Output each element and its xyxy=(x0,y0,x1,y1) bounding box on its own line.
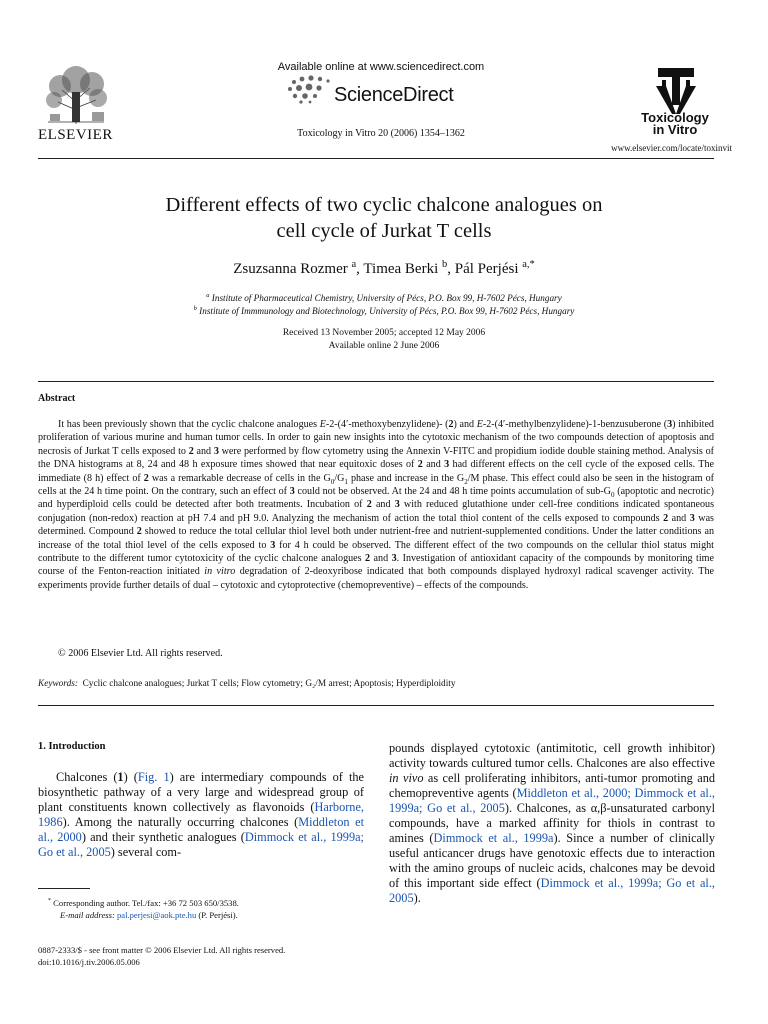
abstract-heading: Abstract xyxy=(38,393,76,404)
author-affiliation-mark[interactable]: a,* xyxy=(522,259,535,270)
front-matter xyxy=(38,944,364,968)
author-name: Timea Berki xyxy=(363,261,439,277)
affiliation-b xyxy=(60,306,708,316)
footnote-divider xyxy=(38,888,90,889)
citation-link[interactable]: Dimmock et al., 1999a xyxy=(433,831,554,845)
citation-link[interactable]: Harborne, 1986 xyxy=(38,800,364,829)
publisher-name: ELSEVIER xyxy=(38,127,113,143)
author-name: Pál Perjési xyxy=(454,261,519,277)
header-divider xyxy=(38,158,714,159)
citation-link[interactable]: Dimmock et al., 1999a; Go et al., 2005 xyxy=(38,830,364,859)
toxicology-in-vitro-logo-icon xyxy=(654,66,698,116)
journal-url-link[interactable]: www.elsevier.com/locate/toxinvit xyxy=(611,143,732,153)
front-matter-line: 0887-2333/$ - see front matter © 2006 Elsevier Ltd. All rights reserved. xyxy=(38,945,286,955)
affiliation-mark: b xyxy=(193,304,197,312)
citation-link[interactable]: Middleton et al., 2000 xyxy=(38,815,365,844)
section-heading-introduction: 1. Introduction xyxy=(38,741,106,752)
intro-text-right-column: pounds displayed cytotoxic (antimitotic, cell growth inhibitor) activity towards cultured tumor cells. Chalcones are also effective in vivo as cell proliferating inhibitors, anti-tumor promoting and chemopreventive agents (Middleton et al., 2000; Dimmock et al., 1999a; Go et al., 2005). Chalcones, as α,β-unsaturated carbonyl compounds, have a marked affinity for thiols in contrast to amines (Dimmock et al., 1999a). Since a number of clinically useful anticancer drugs have genotoxic effects due to interaction with the amino groups of nucleic acids, chalcones may be devoid of this important side effect (Dimmock et al., 1999a; Go et al., 2005). xyxy=(389,741,715,905)
title-line-2: cell cycle of Jurkat T cells xyxy=(276,220,492,242)
affiliation-mark: a xyxy=(206,291,210,299)
footnote-mark: * xyxy=(48,898,52,905)
affiliation-text: Institute of Immmunology and Biotechnology, University of Pécs, P.O. Box 99, H-7602 Pécs, Hungary xyxy=(199,306,575,316)
elsevier-tree-logo xyxy=(38,62,114,126)
title-line-1: Different effects of two cyclic chalcone analogues on xyxy=(165,194,603,216)
copyright-notice: © 2006 Elsevier Ltd. All rights reserved. xyxy=(58,648,223,659)
email-suffix: (P. Perjési). xyxy=(198,910,238,920)
keywords-label: Keywords: xyxy=(38,679,78,689)
author-affiliation-mark[interactable]: a xyxy=(351,259,357,270)
journal-logo-line-1: Toxicology xyxy=(641,110,709,125)
sciencedirect-logo-text: ScienceDirect xyxy=(334,84,454,106)
article-title xyxy=(60,192,708,244)
abstract-bottom-divider xyxy=(38,705,714,706)
figure-link[interactable]: Fig. 1 xyxy=(137,770,170,784)
keywords-list: Cyclic chalcone analogues; Jurkat T cells; Flow cytometry; G₂/M arrest; Apoptosis; Hyperdiploidity xyxy=(82,679,456,689)
journal-logo-line-2: in Vitro xyxy=(652,122,698,137)
author-affiliation-mark[interactable]: b xyxy=(442,259,448,270)
available-online-date: Available online 2 June 2006 xyxy=(328,341,440,351)
email-label: E-mail address: xyxy=(60,910,115,920)
journal-reference: Toxicology in Vitro 20 (2006) 1354–1362 xyxy=(297,128,465,139)
abstract-top-divider xyxy=(38,381,714,382)
footnote-corresponding: Corresponding author. Tel./fax: +36 72 503 650/3538. xyxy=(53,898,239,908)
author-name: Zsuzsanna Rozmer xyxy=(233,261,348,277)
journal-logo-name xyxy=(616,112,734,136)
intro-text-left-column: Chalcones (1) (Fig. 1) are intermediary compounds of the biosynthetic pathway of a very large and widespread group of plant constituents known collectively as flavonoids (Harborne, 1986). Among the naturally occurring chalcones (Middleton et al., 2000) and their synthetic analogues (Dimmock et al., 1999a; Go et al., 2005) several com- xyxy=(38,770,365,859)
affiliation-a xyxy=(60,293,708,303)
received-date: Received 13 November 2005; accepted 12 May 2006 xyxy=(282,328,486,338)
sciencedirect-dots-icon xyxy=(286,74,332,104)
citation-link[interactable]: Dimmock et al., 1999a; Go et al., 2005 xyxy=(389,876,715,905)
keywords-line xyxy=(38,679,714,689)
affiliation-text: Institute of Pharmaceutical Chemistry, University of Pécs, P.O. Box 99, H-7602 Pécs, Hungary xyxy=(211,293,562,303)
abstract-body: It has been previously shown that the cyclic chalcone analogues E-2-(4′-methoxybenzylidene)- (2) and E-2-(4′-methylbenzylidene)-1-benzusuberone (3) inhibited proliferation of various murine and human tumor cells. In order to gain new insights into the cytotoxic mechanism of the two compounds detection of apoptosis and necrosis of Jurkat T cells exposed to 2 and 3 were performed by flow cytometry using the Annexin V-FITC and propidium iodide double staining method. Analysis of the DNA histograms at 8, 24 and 48 h exposure times showed that near equitoxic doses of 2 and 3 had different effects on the cell cycle of the exposed cells. The immediate (8 h) effect of 2 was a remarkable decrease of cells in the $G_0/G_1$ phase and increase in the $G_2/M$ phase. This effect could also be seen in the histogram of cells at the 24 h time point. On the contrary, such an effect of 3 could not be observed. At the 24 and 48 h time points accumulation of sub-$G_0$ (apoptotic and necrotic) and hyperdiploid cells could be detected after both treatments. Incubation of 2 and 3 with reduced glutathione under cell-free conditions indicated spontaneous conjugation (non-redox) reaction at pH 7.4 and pH 9.0. Analyzing the mechanism of action the total thiol content of the cells exposed to compounds 2 and 3 was determined. Compound 2 showed to reduce the total cellular thiol level both under nutrient-free and nutrient-supplemented conditions. Under the latter conditions an increase of the total thiol level of the cells exposed to 3 for 4 h could be observed. The different effect of the two compounds on the cellular thiol status might contribute to the different tumor cytotoxicity of the cyclic chalcone analogues 2 and 3. Investigation of antioxidant capacity of the compounds by monitoring time course of the Fenton-reaction initiated in vitro degradation of 2-deoxyribose indicated that both compounds displayed hydroxyl radical scavenger activity. The experiments provide further details of dual – cytotoxic and cytoprotective (chemopreventive) – effects of the compounds. xyxy=(38,419,714,591)
citation-link[interactable]: Middleton et al., 2000; Dimmock et al., 1999a; Go et al., 2005 xyxy=(389,786,715,815)
author-list: Zsuzsanna Rozmer $^a$, Timea Berki $^b$, Pál Perjési $^{a,*}$ xyxy=(233,259,535,277)
available-online-text[interactable]: Available online at www.sciencedirect.com xyxy=(277,61,485,73)
doi-line[interactable]: doi:10.1016/j.tiv.2006.05.006 xyxy=(38,957,140,967)
email-link[interactable]: pal.perjesi@aok.pte.hu xyxy=(116,910,197,920)
corresponding-author-footnote xyxy=(38,897,364,921)
